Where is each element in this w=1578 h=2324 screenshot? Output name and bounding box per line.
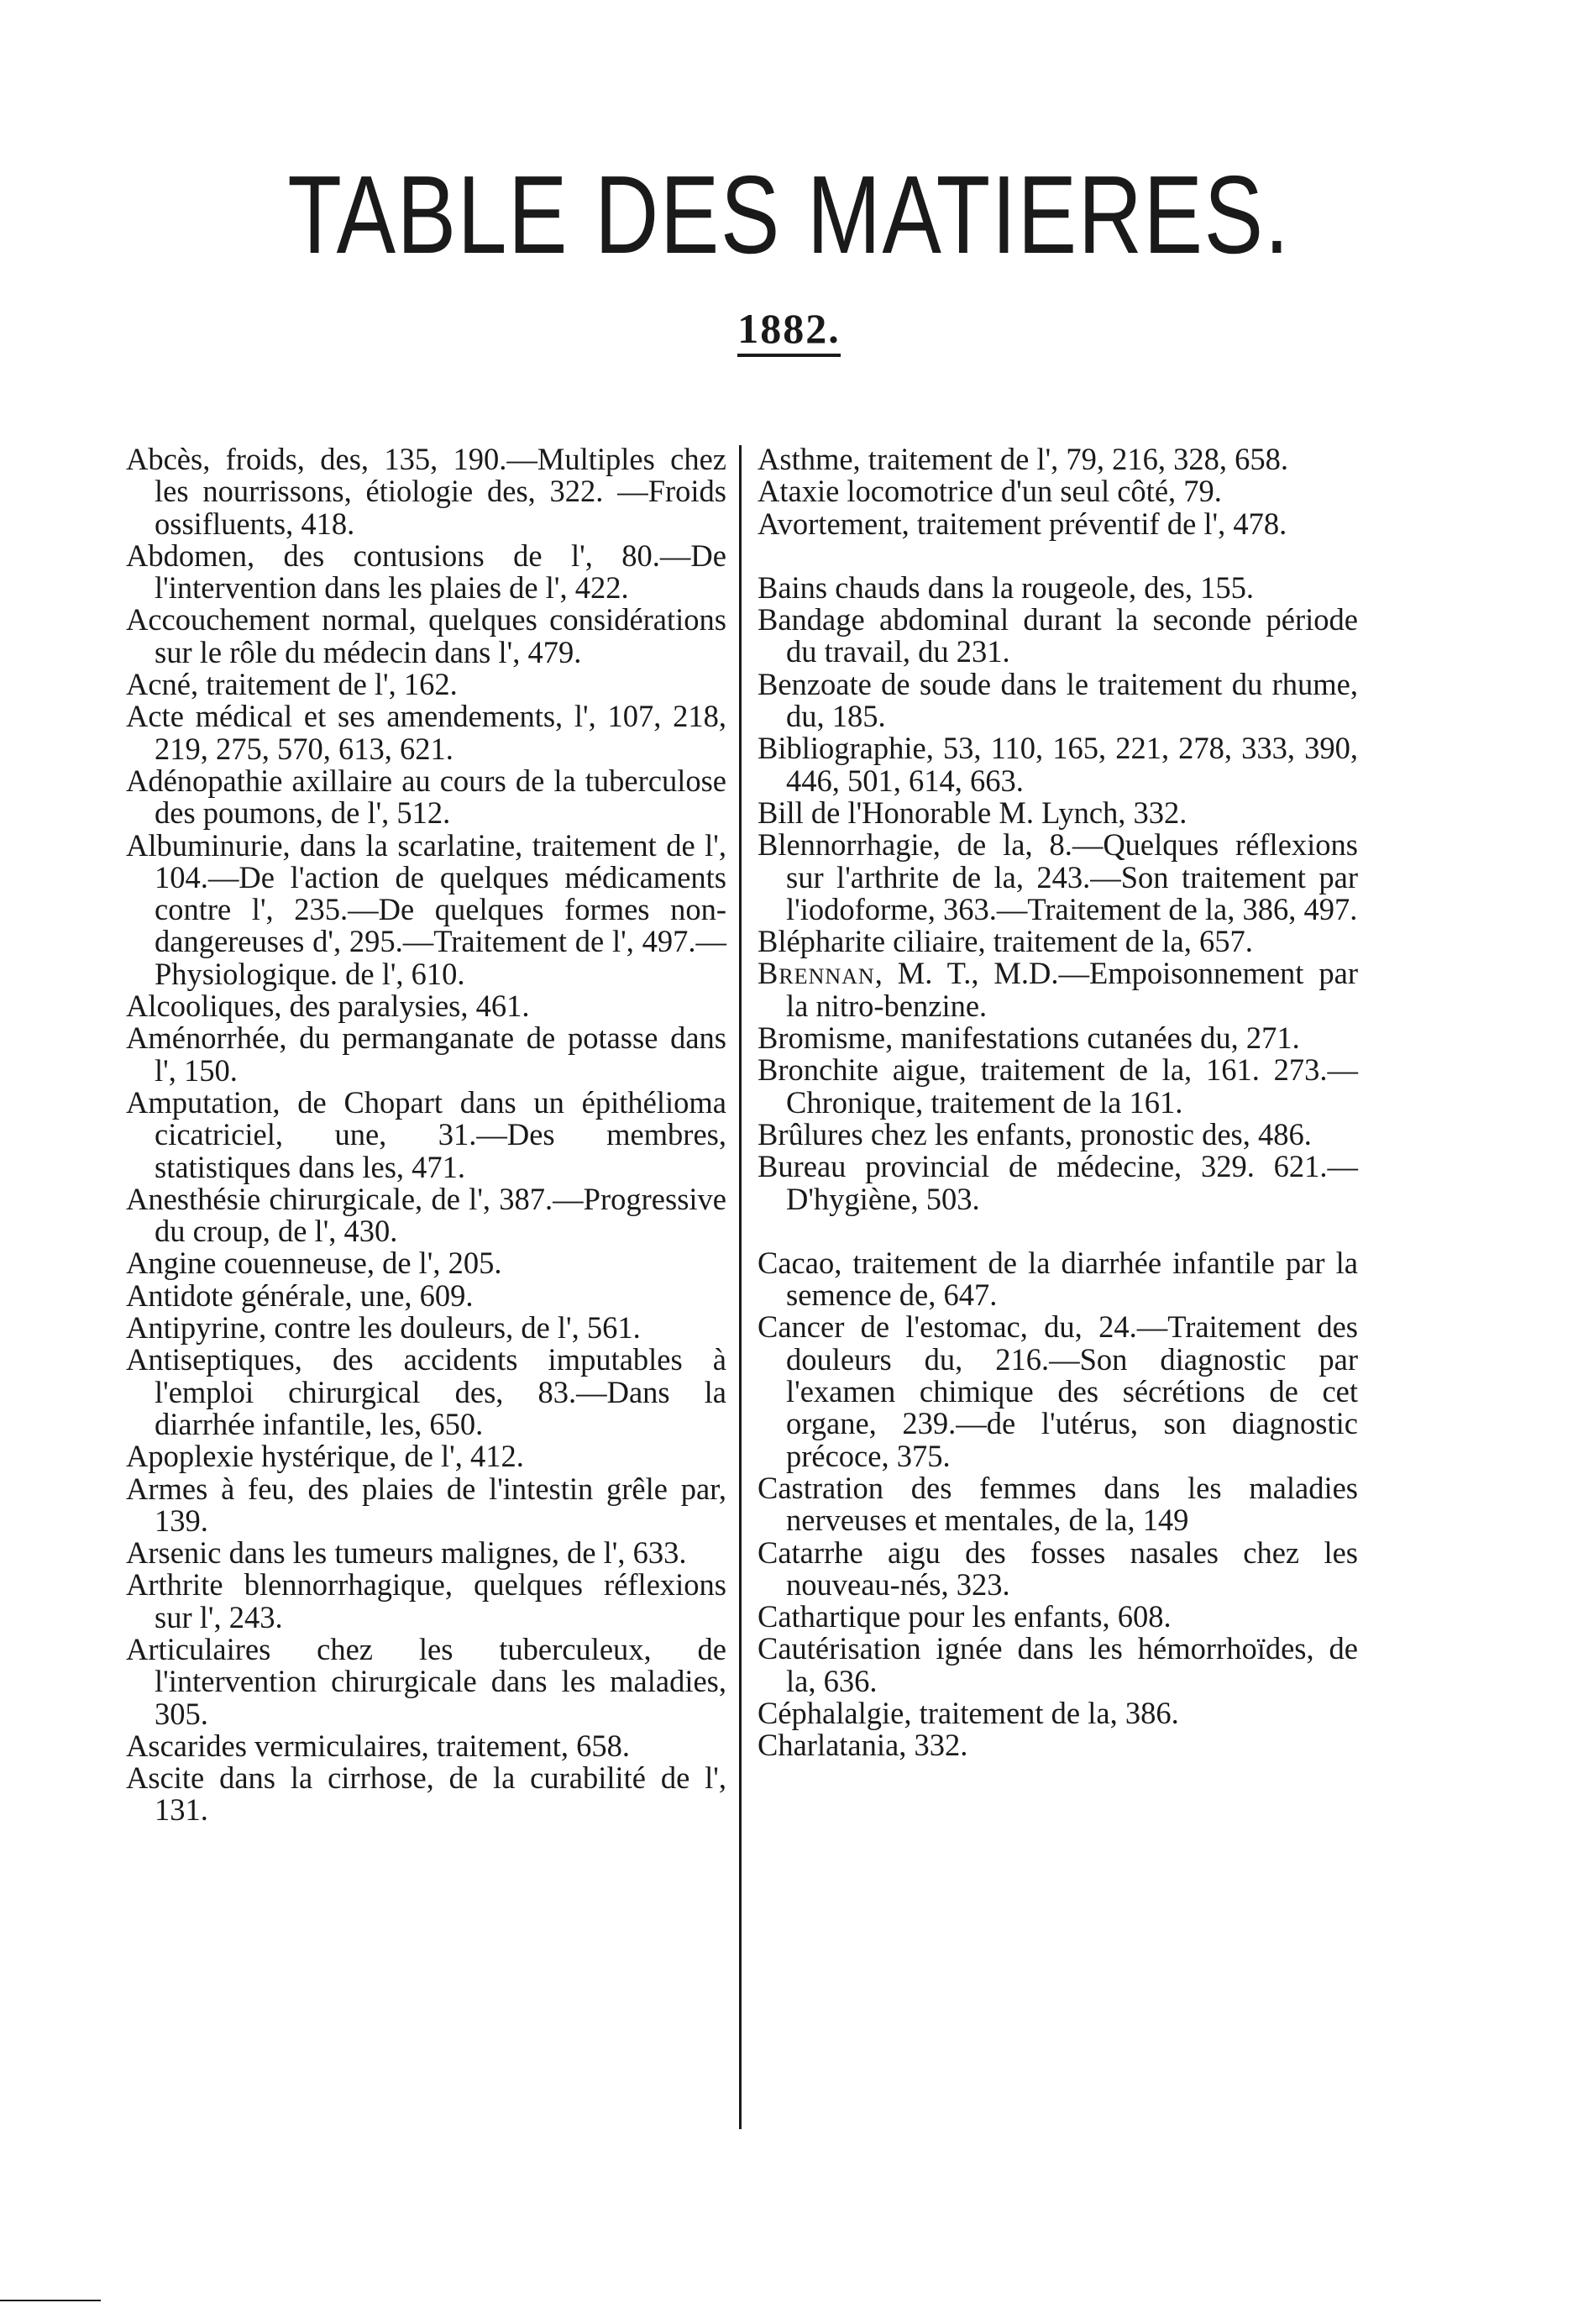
index-entry	[758, 1116, 1358, 1152]
index-entry	[758, 957, 1358, 1022]
index-entry	[758, 475, 1358, 507]
footnote-rule	[0, 2300, 101, 2301]
index-entry	[758, 926, 1358, 957]
index-entry	[126, 1730, 726, 1762]
index-entry	[126, 604, 726, 669]
index-entry	[126, 669, 726, 700]
index-entry	[126, 1084, 726, 1184]
index-entry-text: Aménorrhée, du permanganate de potasse dans l', 150.	[126, 1020, 726, 1088]
index-entry	[758, 797, 1358, 829]
index-entry	[758, 443, 1358, 475]
index-entry-text: Céphalalgie, traitement de la, 386.	[758, 1695, 1179, 1730]
index-entry-text: Bronchite aigue, traitement de la, 161. 273.—Chronique, traitement de la 161.	[758, 1052, 1358, 1120]
index-entry-text: Charlatania, 332.	[758, 1728, 968, 1763]
index-entry	[126, 700, 726, 765]
index-entry	[126, 1312, 726, 1344]
index-entry	[126, 827, 726, 991]
index-entry-text: Brûlures chez les enfants, pronostic des, 486.	[758, 1116, 1312, 1152]
index-entry	[126, 1022, 726, 1087]
index-entry-text: Bureau provincial de médecine, 329. 621.—D'hygiène, 503.	[758, 1149, 1358, 1216]
index-entry	[758, 1151, 1358, 1215]
index-entry	[758, 1601, 1358, 1633]
index-entry	[126, 990, 726, 1022]
index-entry-text: Asthme, traitement de l', 79, 216, 328, 658.	[758, 442, 1289, 476]
column-divider	[739, 445, 742, 2129]
index-entry-text: Antidote générale, une, 609.	[126, 1277, 474, 1313]
index-entry-text: Avortement, traitement préventif de l', 478.	[758, 506, 1287, 541]
index-entry-text: Armes à feu, des plaies de l'intestin grêle par, 139.	[126, 1471, 726, 1538]
index-entry-text: Antiseptiques, des accidents imputables à l'emploi chirurgical des, 83.—Dans la diarrhée infantile, les, 650.	[126, 1342, 726, 1441]
year-label	[0, 304, 1578, 353]
index-entry	[758, 569, 1358, 605]
index-entry	[126, 540, 726, 605]
index-entry-text: Blépharite ciliaire, traitement de la, 657.	[758, 924, 1253, 959]
index-entry-text: Cancer de l'estomac, du, 24.—Traitement des douleurs du, 216.—Son diagnostic par l'examen chimique des sécrétions de cet organe, 239.—de l'utérus, son diagnostic précoce, 375.	[758, 1309, 1358, 1473]
index-entry	[758, 1247, 1358, 1312]
index-entry-text: Articulaires chez les tuberculeux, de l'intervention chirurgicale dans les maladies, 305.	[126, 1631, 726, 1731]
index-entry	[758, 732, 1358, 797]
index-entry-text: Blennorrhagie, de la, 8.—Quelques réflexions sur l'arthrite de la, 243.—Son traitement par l'iodoforme, 363.—Traitement de la, 386, 497.	[758, 827, 1358, 926]
index-entry-text: Acte médical et ses amendements, l', 107, 218, 219, 275, 570, 613, 621.	[126, 699, 726, 766]
index-entry-text: Alcooliques, des paralysies, 461.	[126, 989, 530, 1024]
index-entry-text: Ataxie locomotrice d'un seul côté, 79.	[758, 474, 1222, 509]
index-entry	[126, 1473, 726, 1538]
index-entry	[126, 443, 726, 540]
index-entry	[758, 1311, 1358, 1472]
index-entry-text: Cautérisation ignée dans les hémorrhoïdes, de la, 636.	[758, 1631, 1358, 1698]
index-entry-text: Acné, traitement de l', 162.	[126, 667, 458, 702]
index-entry-name: Brennan	[758, 956, 875, 991]
index-entry-text: Bandage abdominal durant la seconde période du travail, du 231.	[758, 602, 1358, 669]
index-entry-text: Cathartique pour les enfants, 608.	[758, 1599, 1172, 1634]
index-entry-text: Catarrhe aigu des fosses nasales chez les nouveau-nés, 323.	[758, 1534, 1358, 1602]
index-entry	[126, 1537, 726, 1569]
index-entry-text: Abcès, froids, des, 135, 190.—Multiples chez les nourrissons, étiologie des, 322. —Froids ossifluents, 418.	[126, 442, 726, 541]
index-entry	[758, 666, 1358, 734]
index-entry	[758, 1022, 1358, 1054]
index-entry-text: Ascarides vermiculaires, traitement, 658.	[126, 1728, 631, 1763]
index-entry-text: Apoplexie hystérique, de l', 412.	[126, 1439, 524, 1474]
index-entry-text: Benzoate de soude dans le traitement du rhume, du, 185.	[758, 666, 1358, 734]
page-title: TABLE DES MATIERES.	[287, 153, 1291, 276]
index-entry	[126, 1344, 726, 1440]
year-text: 1882.	[737, 305, 841, 357]
index-entry-text: Bill de l'Honorable M. Lynch, 332.	[758, 795, 1187, 830]
index-entry-text: Bains chauds dans la rougeole, des, 155.	[758, 569, 1254, 605]
index-entry	[758, 829, 1358, 926]
index-entry-text: Bromisme, manifestations cutanées du, 271.	[758, 1020, 1300, 1056]
index-entry-text: Amputation, de Chopart dans un épithélioma cicatriciel, une, 31.—Des membres, statistiques dans les, 471.	[126, 1084, 726, 1184]
index-entry-text: Cacao, traitement de la diarrhée infantile par la semence de, 647.	[758, 1245, 1358, 1313]
index-entry-text: Albuminurie, dans la scarlatine, traitement de l', 104.—De l'action de quelques médicaments contre l', 235.—De quelques formes non-dangereuses d', 295.—Traitement de l', 497.—Physiologique. de l', 610.	[126, 827, 726, 991]
index-entry	[126, 1183, 726, 1248]
index-entry-text: Arsenic dans les tumeurs malignes, de l', 633.	[126, 1535, 687, 1571]
index-entry	[758, 508, 1358, 540]
index-entry-text: Angine couenneuse, de l', 205.	[126, 1246, 502, 1281]
index-entry-text: Abdomen, des contusions de l', 80.—De l'intervention dans les plaies de l', 422.	[126, 538, 726, 606]
index-entry-text: Castration des femmes dans les maladies nerveuses et mentales, de la, 149	[758, 1470, 1358, 1538]
index-entry	[126, 1762, 726, 1827]
index-entry	[758, 1472, 1358, 1537]
index-entry	[126, 765, 726, 830]
index-entry	[758, 1054, 1358, 1119]
index-entry-text: Accouchement normal, quelques considérations sur le rôle du médecin dans l', 479.	[126, 602, 726, 669]
index-column-left	[126, 443, 726, 1827]
index-entry-text: Arthrite blennorrhagique, quelques réflexions sur l', 243.	[126, 1567, 726, 1634]
index-entry	[758, 604, 1358, 669]
index-entry-text: Bibliographie, 53, 110, 165, 221, 278, 333, 390, 446, 501, 614, 663.	[758, 731, 1358, 798]
index-entry	[758, 1697, 1358, 1729]
index-entry	[126, 1247, 726, 1279]
index-entry	[126, 1277, 726, 1313]
index-entry-text: , M. T., M.D.—Empoisonnement par la nitro-benzine.	[786, 956, 1358, 1023]
index-entry	[758, 1534, 1358, 1602]
index-entry	[126, 1631, 726, 1731]
index-entry	[126, 1440, 726, 1472]
index-entry-text: Adénopathie axillaire au cours de la tuberculose des poumons, de l', 512.	[126, 763, 726, 831]
index-entry-text: Anesthésie chirurgicale, de l', 387.—Progressive du croup, de l', 430.	[126, 1181, 726, 1249]
index-entry	[758, 1633, 1358, 1697]
index-entry-text: Ascite dans la cirrhose, de la curabilité de l', 131.	[126, 1760, 726, 1828]
index-entry	[126, 1569, 726, 1634]
index-entry	[758, 1729, 1358, 1761]
index-column-right	[758, 443, 1358, 1762]
index-entry-text: Antipyrine, contre les douleurs, de l', 561.	[126, 1310, 641, 1346]
